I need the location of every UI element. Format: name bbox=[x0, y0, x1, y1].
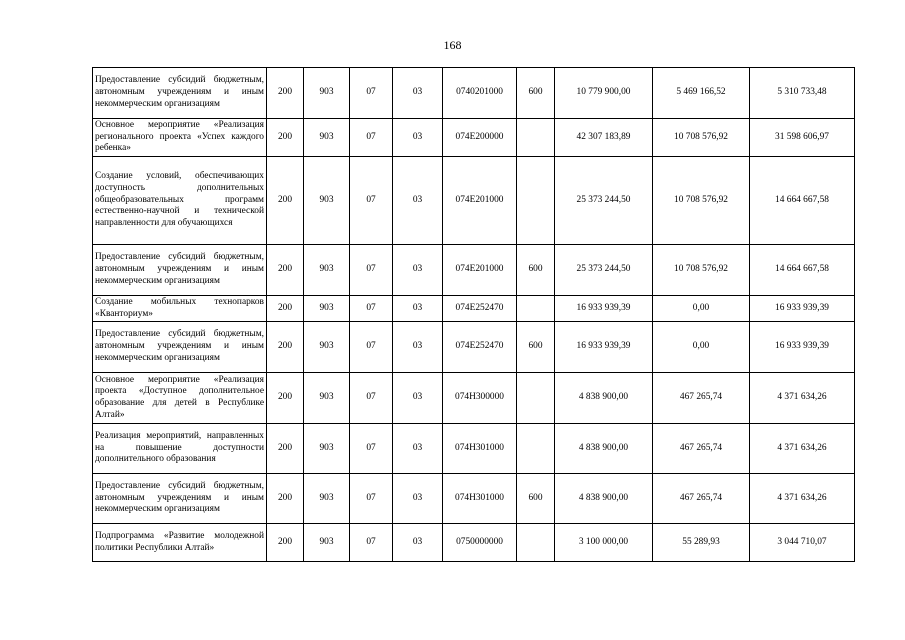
code-cell-4: 03 bbox=[393, 119, 443, 157]
amount-a-cell: 10 708 576,92 bbox=[653, 157, 750, 245]
row-name-cell: Подпрограмма «Развитие молодежной политики Республики Алтай» bbox=[93, 524, 267, 562]
expense-type-cell bbox=[517, 296, 555, 322]
amount-a-cell: 0,00 bbox=[653, 322, 750, 373]
code-cell-4: 03 bbox=[393, 424, 443, 474]
amount-b-cell: 5 310 733,48 bbox=[750, 68, 855, 119]
code-cell-1: 200 bbox=[267, 524, 304, 562]
code-cell-3: 07 bbox=[350, 245, 393, 296]
target-code-cell: 074H301000 bbox=[443, 424, 517, 474]
code-cell-4: 03 bbox=[393, 524, 443, 562]
amount-a-cell: 467 265,74 bbox=[653, 373, 750, 424]
target-code-cell: 074E201000 bbox=[443, 157, 517, 245]
amount-a-cell: 5 469 166,52 bbox=[653, 68, 750, 119]
code-cell-4: 03 bbox=[393, 373, 443, 424]
code-cell-3: 07 bbox=[350, 119, 393, 157]
target-code-cell: 074E252470 bbox=[443, 322, 517, 373]
amount-b-cell: 14 664 667,58 bbox=[750, 157, 855, 245]
code-cell-3: 07 bbox=[350, 322, 393, 373]
amount-total-cell: 16 933 939,39 bbox=[555, 296, 653, 322]
code-cell-1: 200 bbox=[267, 68, 304, 119]
code-cell-2: 903 bbox=[304, 322, 350, 373]
amount-total-cell: 4 838 900,00 bbox=[555, 424, 653, 474]
target-code-cell: 074H300000 bbox=[443, 373, 517, 424]
code-cell-1: 200 bbox=[267, 119, 304, 157]
page-number: 168 bbox=[443, 38, 462, 52]
row-name-cell: Реализация мероприятий, направленных на повышение доступности дополнительного образования bbox=[93, 424, 267, 474]
table-row bbox=[93, 245, 855, 296]
code-cell-2: 903 bbox=[304, 245, 350, 296]
table-row bbox=[93, 322, 855, 373]
table-row bbox=[93, 68, 855, 119]
amount-a-cell: 10 708 576,92 bbox=[653, 245, 750, 296]
code-cell-1: 200 bbox=[267, 157, 304, 245]
amount-total-cell: 10 779 900,00 bbox=[555, 68, 653, 119]
amount-b-cell: 31 598 606,97 bbox=[750, 119, 855, 157]
row-name-cell: Основное мероприятие «Реализация проекта «Доступное дополнительное образование для детей в Республике Алтай» bbox=[93, 373, 267, 424]
code-cell-1: 200 bbox=[267, 373, 304, 424]
target-code-cell: 074H301000 bbox=[443, 474, 517, 524]
target-code-cell: 0750000000 bbox=[443, 524, 517, 562]
code-cell-4: 03 bbox=[393, 245, 443, 296]
budget-table bbox=[92, 67, 855, 562]
code-cell-2: 903 bbox=[304, 524, 350, 562]
code-cell-1: 200 bbox=[267, 322, 304, 373]
table-row bbox=[93, 296, 855, 322]
amount-b-cell: 14 664 667,58 bbox=[750, 245, 855, 296]
code-cell-4: 03 bbox=[393, 322, 443, 373]
amount-total-cell: 25 373 244,50 bbox=[555, 157, 653, 245]
code-cell-1: 200 bbox=[267, 474, 304, 524]
code-cell-2: 903 bbox=[304, 68, 350, 119]
amount-b-cell: 4 371 634,26 bbox=[750, 424, 855, 474]
code-cell-2: 903 bbox=[304, 474, 350, 524]
code-cell-2: 903 bbox=[304, 424, 350, 474]
amount-total-cell: 42 307 183,89 bbox=[555, 119, 653, 157]
expense-type-cell bbox=[517, 157, 555, 245]
code-cell-3: 07 bbox=[350, 296, 393, 322]
target-code-cell: 0740201000 bbox=[443, 68, 517, 119]
amount-total-cell: 4 838 900,00 bbox=[555, 474, 653, 524]
table-row bbox=[93, 373, 855, 424]
amount-total-cell: 3 100 000,00 bbox=[555, 524, 653, 562]
expense-type-cell: 600 bbox=[517, 322, 555, 373]
amount-total-cell: 4 838 900,00 bbox=[555, 373, 653, 424]
code-cell-2: 903 bbox=[304, 373, 350, 424]
amount-a-cell: 467 265,74 bbox=[653, 424, 750, 474]
code-cell-1: 200 bbox=[267, 296, 304, 322]
table-row bbox=[93, 119, 855, 157]
amount-b-cell: 4 371 634,26 bbox=[750, 373, 855, 424]
target-code-cell: 074E252470 bbox=[443, 296, 517, 322]
amount-b-cell: 3 044 710,07 bbox=[750, 524, 855, 562]
amount-a-cell: 55 289,93 bbox=[653, 524, 750, 562]
row-name-cell: Предоставление субсидий бюджетным, автономным учреждениям и иным некоммерческим организациям bbox=[93, 68, 267, 119]
code-cell-4: 03 bbox=[393, 296, 443, 322]
code-cell-3: 07 bbox=[350, 68, 393, 119]
target-code-cell: 074E200000 bbox=[443, 119, 517, 157]
code-cell-2: 903 bbox=[304, 119, 350, 157]
target-code-cell: 074E201000 bbox=[443, 245, 517, 296]
amount-a-cell: 10 708 576,92 bbox=[653, 119, 750, 157]
table-row bbox=[93, 474, 855, 524]
amount-b-cell: 4 371 634,26 bbox=[750, 474, 855, 524]
amount-a-cell: 467 265,74 bbox=[653, 474, 750, 524]
code-cell-4: 03 bbox=[393, 474, 443, 524]
amount-a-cell: 0,00 bbox=[653, 296, 750, 322]
amount-b-cell: 16 933 939,39 bbox=[750, 322, 855, 373]
code-cell-2: 903 bbox=[304, 157, 350, 245]
amount-b-cell: 16 933 939,39 bbox=[750, 296, 855, 322]
amount-total-cell: 25 373 244,50 bbox=[555, 245, 653, 296]
expense-type-cell bbox=[517, 424, 555, 474]
expense-type-cell: 600 bbox=[517, 474, 555, 524]
expense-type-cell: 600 bbox=[517, 245, 555, 296]
code-cell-4: 03 bbox=[393, 157, 443, 245]
table-row bbox=[93, 524, 855, 562]
code-cell-1: 200 bbox=[267, 424, 304, 474]
row-name-cell: Предоставление субсидий бюджетным, автономным учреждениям и иным некоммерческим организациям bbox=[93, 245, 267, 296]
code-cell-3: 07 bbox=[350, 373, 393, 424]
code-cell-3: 07 bbox=[350, 157, 393, 245]
expense-type-cell bbox=[517, 119, 555, 157]
row-name-cell: Создание мобильных технопарков «Кванториум» bbox=[93, 296, 267, 322]
code-cell-3: 07 bbox=[350, 524, 393, 562]
expense-type-cell: 600 bbox=[517, 68, 555, 119]
code-cell-1: 200 bbox=[267, 245, 304, 296]
code-cell-2: 903 bbox=[304, 296, 350, 322]
code-cell-3: 07 bbox=[350, 424, 393, 474]
code-cell-4: 03 bbox=[393, 68, 443, 119]
code-cell-3: 07 bbox=[350, 474, 393, 524]
row-name-cell: Основное мероприятие «Реализация регионального проекта «Успех каждого ребенка» bbox=[93, 119, 267, 157]
expense-type-cell bbox=[517, 524, 555, 562]
row-name-cell: Предоставление субсидий бюджетным, автономным учреждениям и иным некоммерческим организациям bbox=[93, 322, 267, 373]
row-name-cell: Предоставление субсидий бюджетным, автономным учреждениям и иным некоммерческим организациям bbox=[93, 474, 267, 524]
amount-total-cell: 16 933 939,39 bbox=[555, 322, 653, 373]
expense-type-cell bbox=[517, 373, 555, 424]
table-row bbox=[93, 157, 855, 245]
table-row bbox=[93, 424, 855, 474]
row-name-cell: Создание условий, обеспечивающих доступность дополнительных общеобразовательных программ естественно-научной и технической направленности для обучающихся bbox=[93, 157, 267, 245]
